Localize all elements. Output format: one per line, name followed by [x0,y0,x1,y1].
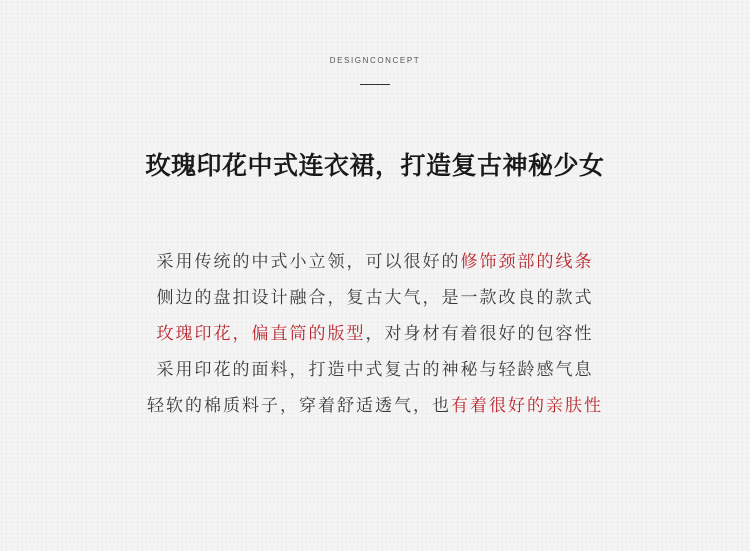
line-1-highlight: 修饰颈部的线条 [460,252,594,272]
line-3-text: ，对身材有着很好的包容性 [365,324,594,344]
line-5-highlight: 有着很好的亲肤性 [451,396,603,416]
description-line-4 [0,352,750,388]
description-line-1 [0,244,750,280]
kicker-divider [360,84,390,85]
line-5-text: 轻软的棉质料子，穿着舒适透气，也 [147,396,451,416]
line-2-text: 侧边的盘扣设计融合，复古大气，是一款改良的款式 [156,288,594,308]
line-4-text: 采用印花的面料，打造中式复古的神秘与轻龄感气息 [156,360,594,380]
description-line-3 [0,316,750,352]
section-kicker: DESIGNCONCEPT [329,56,421,65]
line-1-text: 采用传统的中式小立领，可以很好的 [156,252,461,272]
description-block [0,244,750,424]
description-line-5 [0,388,750,424]
line-3-highlight: 玫瑰印花，偏直筒的版型 [156,324,366,344]
description-line-2 [0,280,750,316]
page-headline: 玫瑰印花中式连衣裙，打造复古神秘少女 [145,151,605,180]
